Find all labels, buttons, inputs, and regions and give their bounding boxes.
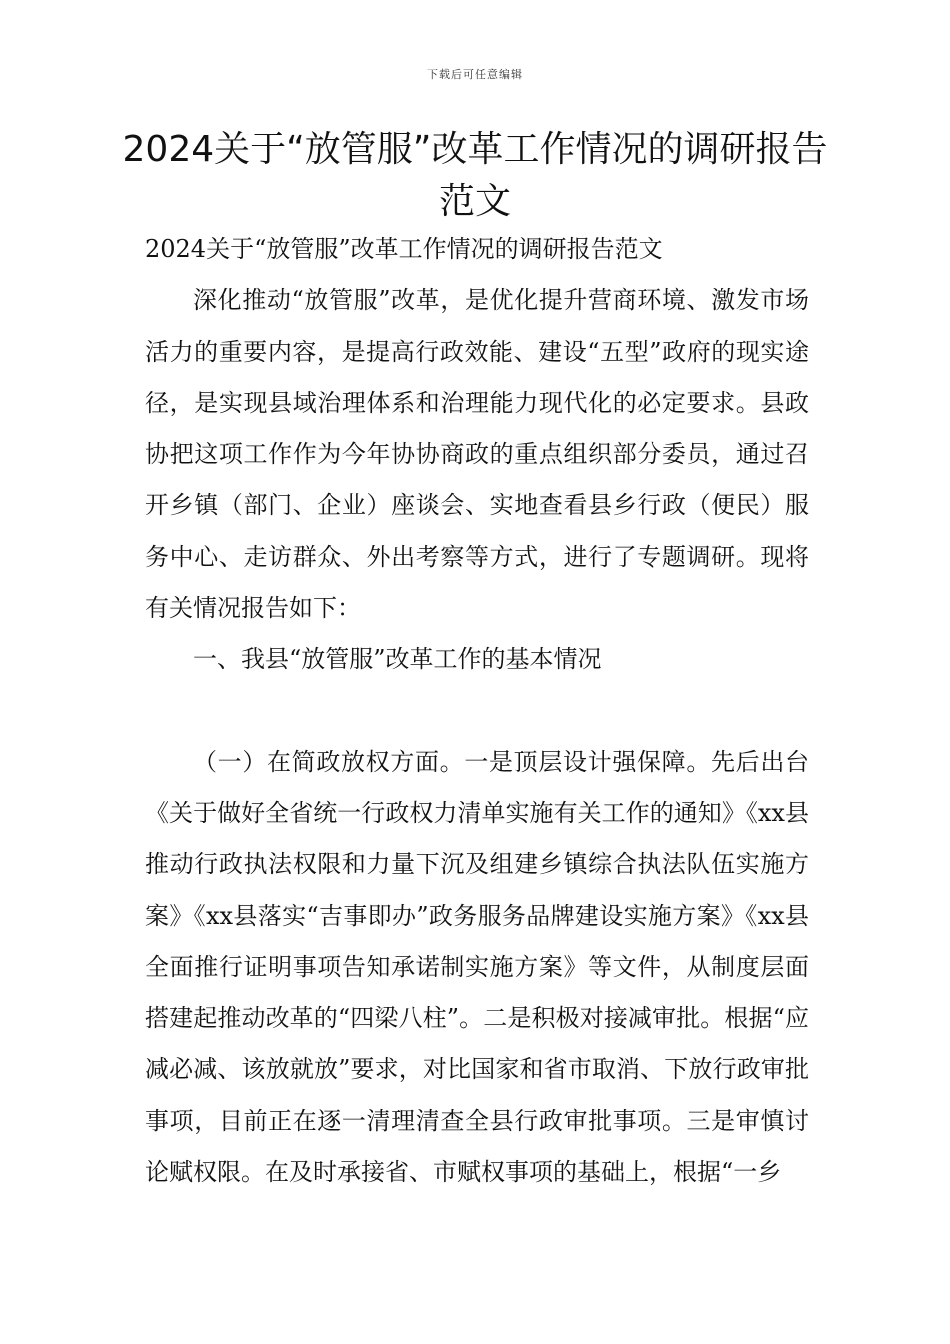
intro-paragraph: 深化推动“放管服”改革，是优化提升营商环境、激发市场活力的重要内容，是提高行政效能、建设“五型”政府的现实途径，是实现县域治理体系和治理能力现代化的必定要求。县政协把这项工作作为今年协协商政的重点组织部分委员，通过召开乡镇（部门、企业）座谈会、实地查看县乡行政（便民）服务中心、走访群众、外出考察等方式，进行了专题调研。现将有关情况报告如下： [145, 286, 809, 623]
document-title: 2024关于“放管服”改革工作情况的调研报告范文 [122, 129, 828, 222]
title-repeat-line: 2024关于“放管服”改革工作情况的调研报告范文 [145, 235, 663, 263]
document-body [145, 224, 809, 1198]
section-heading: 一、我县“放管服”改革工作的基本情况 [193, 645, 602, 674]
section-1-paragraph: （一）在简政放权方面。一是顶层设计强保障。先后出台《关于做好全省统一行政权力清单实施有关工作的通知》《xx县推动行政执法权限和力量下沉及组建乡镇综合执法队伍实施方案》《xx县落实“吉事即办”政务服务品牌建设实施方案》《xx县全面推行证明事项告知承诺制实施方案》等文件，从制度层面搭建起推动改革的“四梁八柱”。二是积极对接减审批。根据“应减必减、该放就放”要求，对比国家和省市取消、下放行政审批事项，目前正在逐一清理清查全县行政审批事项。三是审慎讨论赋权限。在及时承接省、市赋权事项的基础上，根据“一乡 [145, 747, 809, 1187]
header-note: 下载后可任意编辑 [427, 68, 523, 81]
